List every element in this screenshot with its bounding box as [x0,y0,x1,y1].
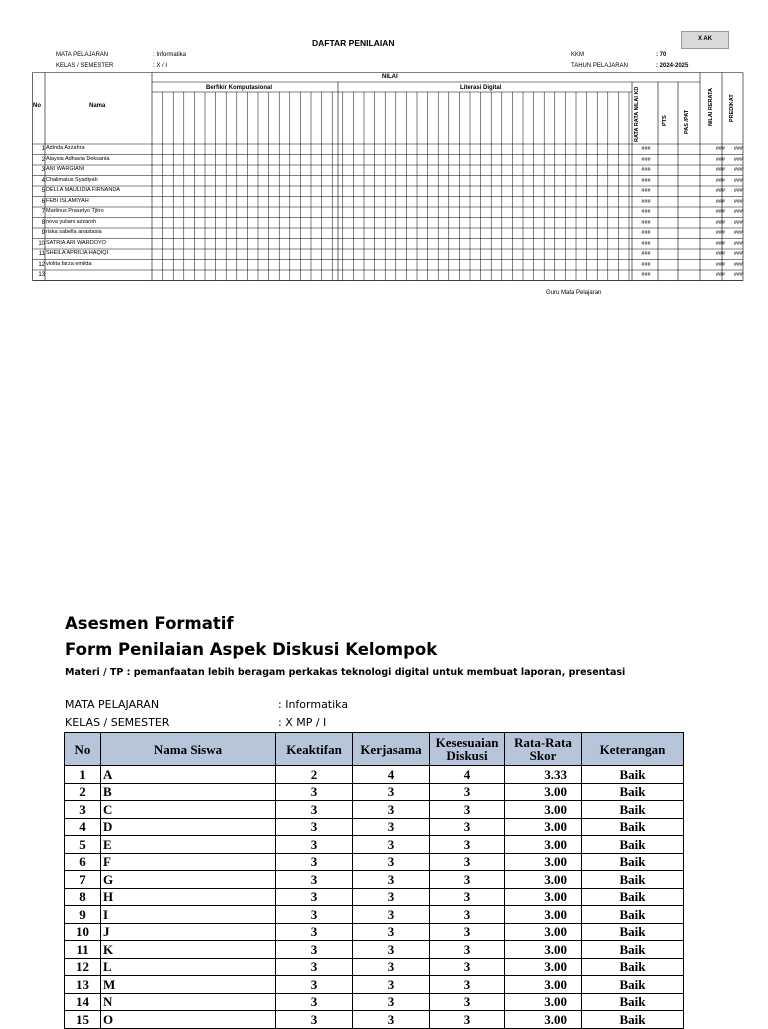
row-keterangan: Baik [582,853,684,871]
student-no: 9 [41,230,45,236]
row-rata-rata: 3.00 [505,993,582,1011]
student-rerata: ### [715,167,725,173]
row-kesesuaian: 3 [430,958,505,976]
student-rerata: ### [715,146,725,152]
student-rata-rata: ### [641,156,651,163]
row-rata-rata: 3.00 [505,888,582,906]
student-predikat: ### [733,240,743,247]
row-rata-rata: 3.00 [505,958,582,976]
table-row [65,853,684,871]
header-group-berfikir: Berfikir Komputasional [206,85,273,91]
row-nama: B [101,783,276,801]
row-kesesuaian: 3 [430,888,505,906]
row-kerjasama: 3 [353,1011,430,1029]
row-keterangan: Baik [582,993,684,1011]
table-row [65,1011,684,1029]
student-no: 13 [38,272,45,278]
row-no: 9 [65,906,101,924]
row-rata-rata: 3.00 [505,853,582,871]
student-no: 11 [38,251,45,257]
student-predikat: ### [733,198,743,205]
row-kesesuaian: 3 [430,906,505,924]
row-keaktifan: 3 [276,871,353,889]
row-keaktifan: 3 [276,941,353,959]
row-kerjasama: 3 [353,888,430,906]
row-kerjasama: 3 [353,993,430,1011]
form-mapel-label: MATA PELAJARAN [65,698,160,711]
table-row [65,993,684,1011]
student-rerata: ### [715,198,725,205]
row-kerjasama: 3 [353,836,430,854]
student-rata-rata: ### [641,230,651,236]
table-row [65,888,684,906]
student-predikat: ### [733,272,743,278]
student-name: SHEILA APRILIA HAQIQI [46,250,109,256]
table-row [65,818,684,836]
row-keterangan: Baik [582,906,684,924]
col-no: No [65,733,101,766]
row-nama: J [101,923,276,941]
table-row [65,941,684,959]
student-name: ANI WARGIANI [46,166,85,172]
student-no: 7 [41,209,45,215]
row-kesesuaian: 4 [430,766,505,784]
row-keterangan: Baik [582,923,684,941]
table-row [65,958,684,976]
row-keterangan: Baik [582,766,684,784]
student-no: 4 [41,177,45,184]
row-keaktifan: 3 [276,818,353,836]
form-kelas-label: KELAS / SEMESTER [65,716,170,729]
row-nama: I [101,906,276,924]
student-rerata: ### [715,251,725,257]
row-kerjasama: 3 [353,923,430,941]
row-nama: A [101,766,276,784]
row-no: 5 [65,836,101,854]
row-keaktifan: 3 [276,993,353,1011]
student-name: FEBI ISLAMIYAH [46,197,89,204]
student-no: 5 [41,188,45,194]
table-row [65,783,684,801]
kkm-value: : 70 [656,52,667,58]
row-kesesuaian: 3 [430,853,505,871]
student-name: nova yuliani azzaroh [46,218,97,225]
row-nama: M [101,976,276,994]
row-rata-rata: 3.00 [505,906,582,924]
row-no: 3 [65,801,101,819]
row-no: 15 [65,1011,101,1029]
row-keterangan: Baik [582,783,684,801]
student-predikat: ### [733,219,743,226]
row-keaktifan: 2 [276,766,353,784]
student-rerata: ### [715,240,725,247]
mapel-label: MATA PELAJARAN [56,52,109,58]
row-keterangan: Baik [582,818,684,836]
student-no: 3 [41,167,45,173]
student-rerata: ### [715,261,725,268]
row-no: 11 [65,941,101,959]
header-nama: Nama [89,103,106,109]
row-no: 12 [65,958,101,976]
row-keaktifan: 3 [276,958,353,976]
row-keaktifan: 3 [276,801,353,819]
student-rata-rata: ### [641,188,651,194]
student-rerata: ### [715,177,725,184]
row-no: 14 [65,993,101,1011]
row-nama: K [101,941,276,959]
row-no: 8 [65,888,101,906]
row-no: 1 [65,766,101,784]
row-nama: N [101,993,276,1011]
row-nama: F [101,853,276,871]
row-nama: C [101,801,276,819]
row-rata-rata: 3.00 [505,941,582,959]
row-no: 7 [65,871,101,889]
table-row [65,976,684,994]
student-predikat: ### [733,230,743,236]
row-rata-rata: 3.00 [505,871,582,889]
header-no: No [33,103,41,109]
grade-sheet-table [32,72,744,282]
row-kerjasama: 4 [353,766,430,784]
row-kesesuaian: 3 [430,993,505,1011]
row-kerjasama: 3 [353,871,430,889]
row-keterangan: Baik [582,836,684,854]
row-kesesuaian: 3 [430,923,505,941]
row-nama: G [101,871,276,889]
student-rata-rata: ### [641,209,651,215]
student-rata-rata: ### [641,219,651,226]
student-no: 10 [38,240,45,247]
student-name: SATRIA ARI WARDOYO [46,239,106,246]
student-no: 1 [41,146,45,152]
header-nilai: NILAI [382,74,398,80]
tahun-value: : 2024-2025 [656,63,689,69]
table-row [65,801,684,819]
row-nama: D [101,818,276,836]
student-name: DELLA MAULIDIA FIRNANDA [46,187,120,193]
student-predikat: ### [733,156,743,163]
student-rata-rata: ### [641,146,651,152]
row-no: 10 [65,923,101,941]
row-kerjasama: 3 [353,976,430,994]
student-no: 8 [41,219,45,226]
mapel-value: : Informatika [153,52,187,58]
student-rerata: ### [715,272,725,278]
row-rata-rata: 3.00 [505,818,582,836]
row-kesesuaian: 3 [430,818,505,836]
student-name: Marlinus Prasetyo Tjitro [46,208,104,214]
row-keaktifan: 3 [276,906,353,924]
kelas-label: KELAS / SEMESTER [56,63,114,69]
col-rata-rata-skor: Rata-Rata Skor [505,733,582,766]
student-no: 12 [38,261,45,268]
teacher-signature-label: Guru Mata Pelajaran [546,290,602,296]
row-kerjasama: 3 [353,853,430,871]
row-keterangan: Baik [582,871,684,889]
kkm-label: KKM [571,52,585,58]
row-kesesuaian: 3 [430,871,505,889]
row-kerjasama: 3 [353,818,430,836]
table-row [65,906,684,924]
row-keaktifan: 3 [276,1011,353,1029]
discussion-assessment-table [64,732,684,1029]
row-kesesuaian: 3 [430,976,505,994]
student-name: Alaysia Adhavia Deksanta [46,155,110,162]
student-rerata: ### [715,209,725,215]
student-rerata: ### [715,188,725,194]
student-predikat: ### [733,146,743,152]
row-rata-rata: 3.00 [505,976,582,994]
student-rata-rata: ### [641,198,651,205]
row-kerjasama: 3 [353,801,430,819]
row-rata-rata: 3.00 [505,783,582,801]
student-rata-rata: ### [641,240,651,247]
row-keterangan: Baik [582,976,684,994]
table-row [65,766,684,784]
row-keterangan: Baik [582,958,684,976]
row-rata-rata: 3.00 [505,923,582,941]
form-mapel-value: : Informatika [278,698,349,711]
row-rata-rata: 3.00 [505,836,582,854]
header-pas: PAS /PAT [684,109,690,134]
form-title: Asesmen Formatif [65,614,234,633]
student-rata-rata: ### [641,177,651,184]
row-rata-rata: 3.00 [505,801,582,819]
row-rata-rata: 3.00 [505,1011,582,1029]
student-no: 2 [41,156,45,163]
sheet-title: DAFTAR PENILAIAN [312,38,395,48]
row-keaktifan: 3 [276,783,353,801]
row-no: 13 [65,976,101,994]
student-no: 6 [41,198,45,205]
student-rata-rata: ### [641,272,651,278]
row-kesesuaian: 3 [430,783,505,801]
row-keterangan: Baik [582,888,684,906]
row-nama: O [101,1011,276,1029]
row-nama: E [101,836,276,854]
row-kerjasama: 3 [353,941,430,959]
row-kerjasama: 3 [353,783,430,801]
student-rata-rata: ### [641,251,651,257]
row-kerjasama: 3 [353,906,430,924]
row-kesesuaian: 3 [430,941,505,959]
row-nama: L [101,958,276,976]
form-subtitle: Form Penilaian Aspek Diskusi Kelompok [65,640,438,659]
header-pts: PTS [662,115,668,126]
row-keaktifan: 3 [276,888,353,906]
row-kerjasama: 3 [353,958,430,976]
row-keterangan: Baik [582,941,684,959]
student-name: violita farza emilda [46,260,92,267]
student-predikat: ### [733,209,743,215]
row-keaktifan: 3 [276,853,353,871]
student-rerata: ### [715,230,725,236]
row-no: 4 [65,818,101,836]
header-rerata: NILAI RERATA [708,88,714,126]
student-rerata: ### [715,219,725,226]
table-row [65,871,684,889]
row-keaktifan: 3 [276,923,353,941]
kelas-value: : X / I [153,63,168,69]
row-keaktifan: 3 [276,976,353,994]
row-kesesuaian: 3 [430,801,505,819]
row-keaktifan: 3 [276,836,353,854]
form-kelas-value: : X MP / I [278,716,327,729]
student-name: Adinda Azzahra [46,145,85,151]
student-predikat: ### [733,188,743,194]
header-rata-rata: RATA RATA NILAI KD [634,86,640,142]
col-keaktifan: Keaktifan [276,733,353,766]
header-predikat: PREDIKAT [729,94,735,122]
col-nama-siswa: Nama Siswa [101,733,276,766]
row-no: 2 [65,783,101,801]
student-rata-rata: ### [641,261,651,268]
row-no: 6 [65,853,101,871]
student-predikat: ### [733,251,743,257]
student-predikat: ### [733,261,743,268]
student-name: riska sabella anastasia [46,229,102,235]
table-row [65,836,684,854]
col-kesesuaian-diskusi: Kesesuaian Diskusi [430,733,505,766]
student-rerata: ### [715,156,725,163]
col-keterangan: Keterangan [582,733,684,766]
row-kesesuaian: 3 [430,1011,505,1029]
row-keterangan: Baik [582,801,684,819]
form-materi: Materi / TP : pemanfaatan lebih beragam perkakas teknologi digital untuk membuat laporan, presentasi [65,667,626,678]
class-badge: X AK [681,31,729,49]
tahun-label: TAHUN PELAJARAN [571,63,628,69]
table-row [65,923,684,941]
student-predikat: ### [733,167,743,173]
student-name: Chalimatus Syadiyah [46,176,98,183]
row-keterangan: Baik [582,1011,684,1029]
header-group-literasi: Literasi Digital [460,85,502,91]
student-rata-rata: ### [641,167,651,173]
row-kesesuaian: 3 [430,836,505,854]
row-rata-rata: 3.33 [505,766,582,784]
col-kerjasama: Kerjasama [353,733,430,766]
student-predikat: ### [733,177,743,184]
row-nama: H [101,888,276,906]
